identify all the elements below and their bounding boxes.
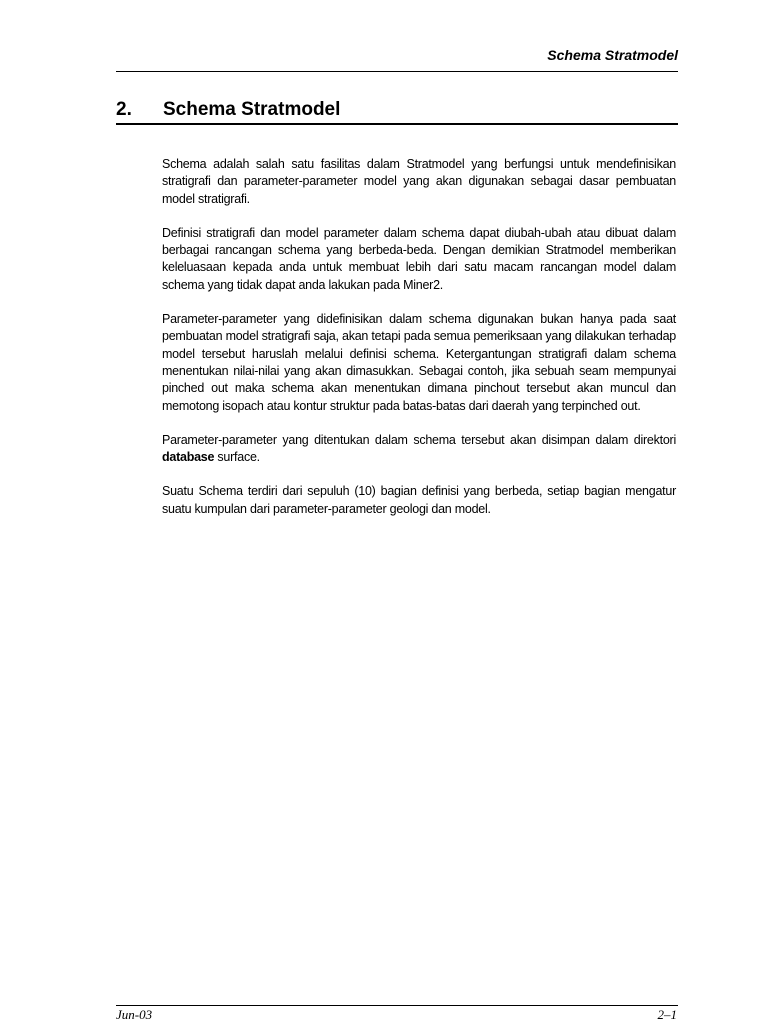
body-text	[162, 156, 676, 535]
footer-rule	[116, 1005, 678, 1006]
chapter-number: 2.	[116, 99, 132, 120]
paragraph-text: Parameter-parameter yang ditentukan dalam schema tersebut akan disimpan dalam direktori	[162, 432, 676, 447]
running-header: Schema Stratmodel	[547, 47, 678, 63]
paragraph: Definisi stratigrafi dan model parameter dalam schema dapat diubah-ubah atau dibuat dalam berbagai rancangan schema yang berbeda-beda. Dengan demikian Stratmodel memberikan keleluasaan kepada anda untuk membuat lebih dari satu macam rancangan model dalam schema yang tidak dapat anda lakukan pada Miner2.	[162, 225, 676, 292]
paragraph-text: surface.	[214, 450, 260, 465]
page-number: 2–1	[657, 1007, 677, 1022]
paragraph: Parameter-parameter yang didefinisikan dalam schema digunakan bukan hanya pada saat pembuatan model stratigrafi saja, akan tetapi pada semua pemeriksaan yang dilakukan terhadap model tersebut haruslah melalui definisi schema. Ketergantungan stratigrafi dalam schema menentukan nilai-nilai yang akan dimasukkan. Sebagai contoh, jika sebuah seam mempunyai pinched out maka schema akan menentukan dimana pinchout tersebut akan muncul dan memotong isopach atau kontur struktur pada batas-batas dari daerah yang terpinched out.	[162, 312, 676, 413]
chapter-heading	[116, 98, 678, 125]
footer-date: Jun-03	[116, 1007, 153, 1022]
header-rule	[116, 71, 678, 72]
paragraph: Schema adalah salah satu fasilitas dalam Stratmodel yang berfungsi untuk mendefinisikan stratigrafi dan parameter-parameter model yang akan digunakan sebagai dasar pembuatan model stratigrafi.	[162, 157, 676, 206]
database-term: database	[162, 450, 215, 465]
paragraph: Suatu Schema terdiri dari sepuluh (10) bagian definisi yang berbeda, setiap bagian mengatur suatu kumpulan dari parameter-parameter geologi dan model.	[162, 484, 676, 516]
chapter-title: Schema Stratmodel	[163, 99, 341, 120]
paragraph	[162, 432, 676, 467]
